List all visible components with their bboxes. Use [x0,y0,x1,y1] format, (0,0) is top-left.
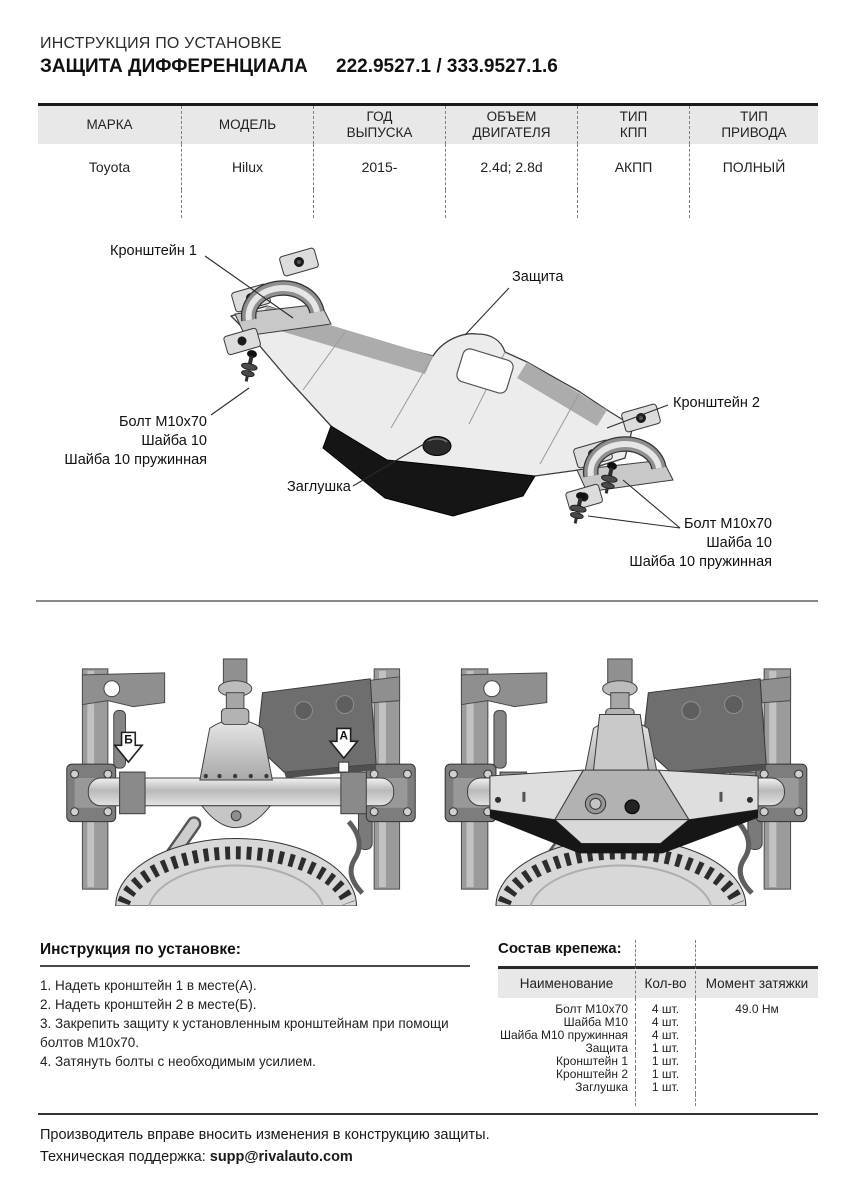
fastener-row-name: Кронштейн 1 [556,1054,628,1068]
diagram-label-guard: Защита [512,269,564,285]
fastener-row-torque [695,1042,818,1055]
exploded-view-diagram [35,228,818,600]
spec-value-gearbox: АКПП [577,144,689,190]
fastener-row-name: Заглушка [575,1080,628,1094]
instructions-heading: Инструкция по установке: [40,941,470,967]
instruction-item-2: 2. Надеть кронштейн 2 в месте(Б). [40,997,257,1012]
spec-header-marka: МАРКА [38,106,181,144]
instruction-item-4: 4. Затянуть болты с необходимым усилием. [40,1054,316,1069]
chassis-photo-after [433,653,819,906]
spec-value-year: 2015- [313,144,445,190]
fastener-row-qty: 1 шт. [635,1055,695,1068]
plug-part [423,437,451,456]
section-divider [36,600,818,602]
instruction-item-1: 1. Надеть кронштейн 1 в месте(А). [40,978,257,993]
part-numbers: 222.9527.1 / 333.9527.1.6 [336,56,558,77]
vehicle-spec-table [38,103,818,218]
document-title-row [40,56,558,78]
fasteners-col-name: Наименование [498,966,635,998]
diagram-label-bracket2: Кронштейн 2 [673,395,760,411]
fastener-row-qty: 4 шт. [635,1016,695,1029]
fastener-row-qty: 1 шт. [635,1042,695,1055]
fastener-row-qty: 1 шт. [635,1081,695,1094]
support-label: Техническая поддержка: [40,1149,210,1165]
diagram-label-bracket1: Кронштейн 1 [110,243,197,259]
diagram-label-bolt-right: Болт М10х70 Шайба 10 Шайба 10 пружинная [629,516,772,570]
mount-point-a-marker [339,762,349,772]
spec-header-drive: ТИП ПРИВОДА [689,106,818,144]
marker-a-label: А [339,728,349,743]
spec-tail [38,190,181,218]
fastener-row-name: Кронштейн 2 [556,1067,628,1081]
fastener-row-torque [695,1016,818,1029]
chassis-photo-before [55,653,427,906]
photo-installed-guard [433,653,819,906]
fastener-row-name: Шайба М10 [563,1015,628,1029]
spec-value-drive: ПОЛНЫЙ [689,144,818,190]
spec-header-gearbox: ТИП КПП [577,106,689,144]
spec-value-model: Hilux [181,144,313,190]
spec-value-engine: 2.4d; 2.8d [445,144,577,190]
fastener-row-torque [695,1029,818,1042]
instruction-item-3: 3. Закрепить защиту к установленным кронштейнам при помощи болтов М10х70. [40,1016,449,1050]
footer-disclaimer: Производитель вправе вносить изменения в конструкцию защиты. [40,1127,490,1143]
fastener-row-qty: 4 шт. [635,998,695,1016]
spec-value-marka: Toyota [88,159,131,175]
fastener-row-qty: 4 шт. [635,1029,695,1042]
support-email: supp@rivalauto.com [209,1149,353,1165]
spec-header-engine: ОБЪЕМ ДВИГАТЕЛЯ [445,106,577,144]
fastener-row-name: Защита [585,1041,628,1055]
fastener-row-name: Болт М10х70 [555,1002,628,1016]
footer [40,1124,490,1168]
fastener-row-torque [695,1081,818,1094]
marker-b-label: Б [124,732,133,747]
footer-divider [38,1113,818,1115]
instructions-section [40,941,470,1071]
diagram-label-bolt-left: Болт М10х70 Шайба 10 Шайба 10 пружинная [64,414,207,468]
fasteners-heading: Состав крепежа: [498,940,622,957]
spec-header-model: МОДЕЛЬ [181,106,313,144]
fastener-row-torque [695,1055,818,1068]
page-title: ЗАЩИТА ДИФФЕРЕНЦИАЛА [40,56,308,77]
fasteners-col-qty: Кол-во [635,966,695,998]
diagram-label-plug: Заглушка [287,479,351,495]
fasteners-table [498,940,818,1106]
footer-support-line [40,1146,490,1168]
fastener-row-torque [695,1068,818,1081]
fastener-row-name: Шайба М10 пружинная [500,1028,628,1042]
fasteners-col-torque: Момент затяжки [695,966,818,998]
document-header [40,35,558,78]
fastener-row-torque: 49.0 Нм [695,998,818,1016]
photo-mount-points [55,653,427,906]
spec-header-year: ГОД ВЫПУСКА [313,106,445,144]
fastener-row-qty: 1 шт. [635,1068,695,1081]
document-subtitle: ИНСТРУКЦИЯ ПО УСТАНОВКЕ [40,35,282,52]
